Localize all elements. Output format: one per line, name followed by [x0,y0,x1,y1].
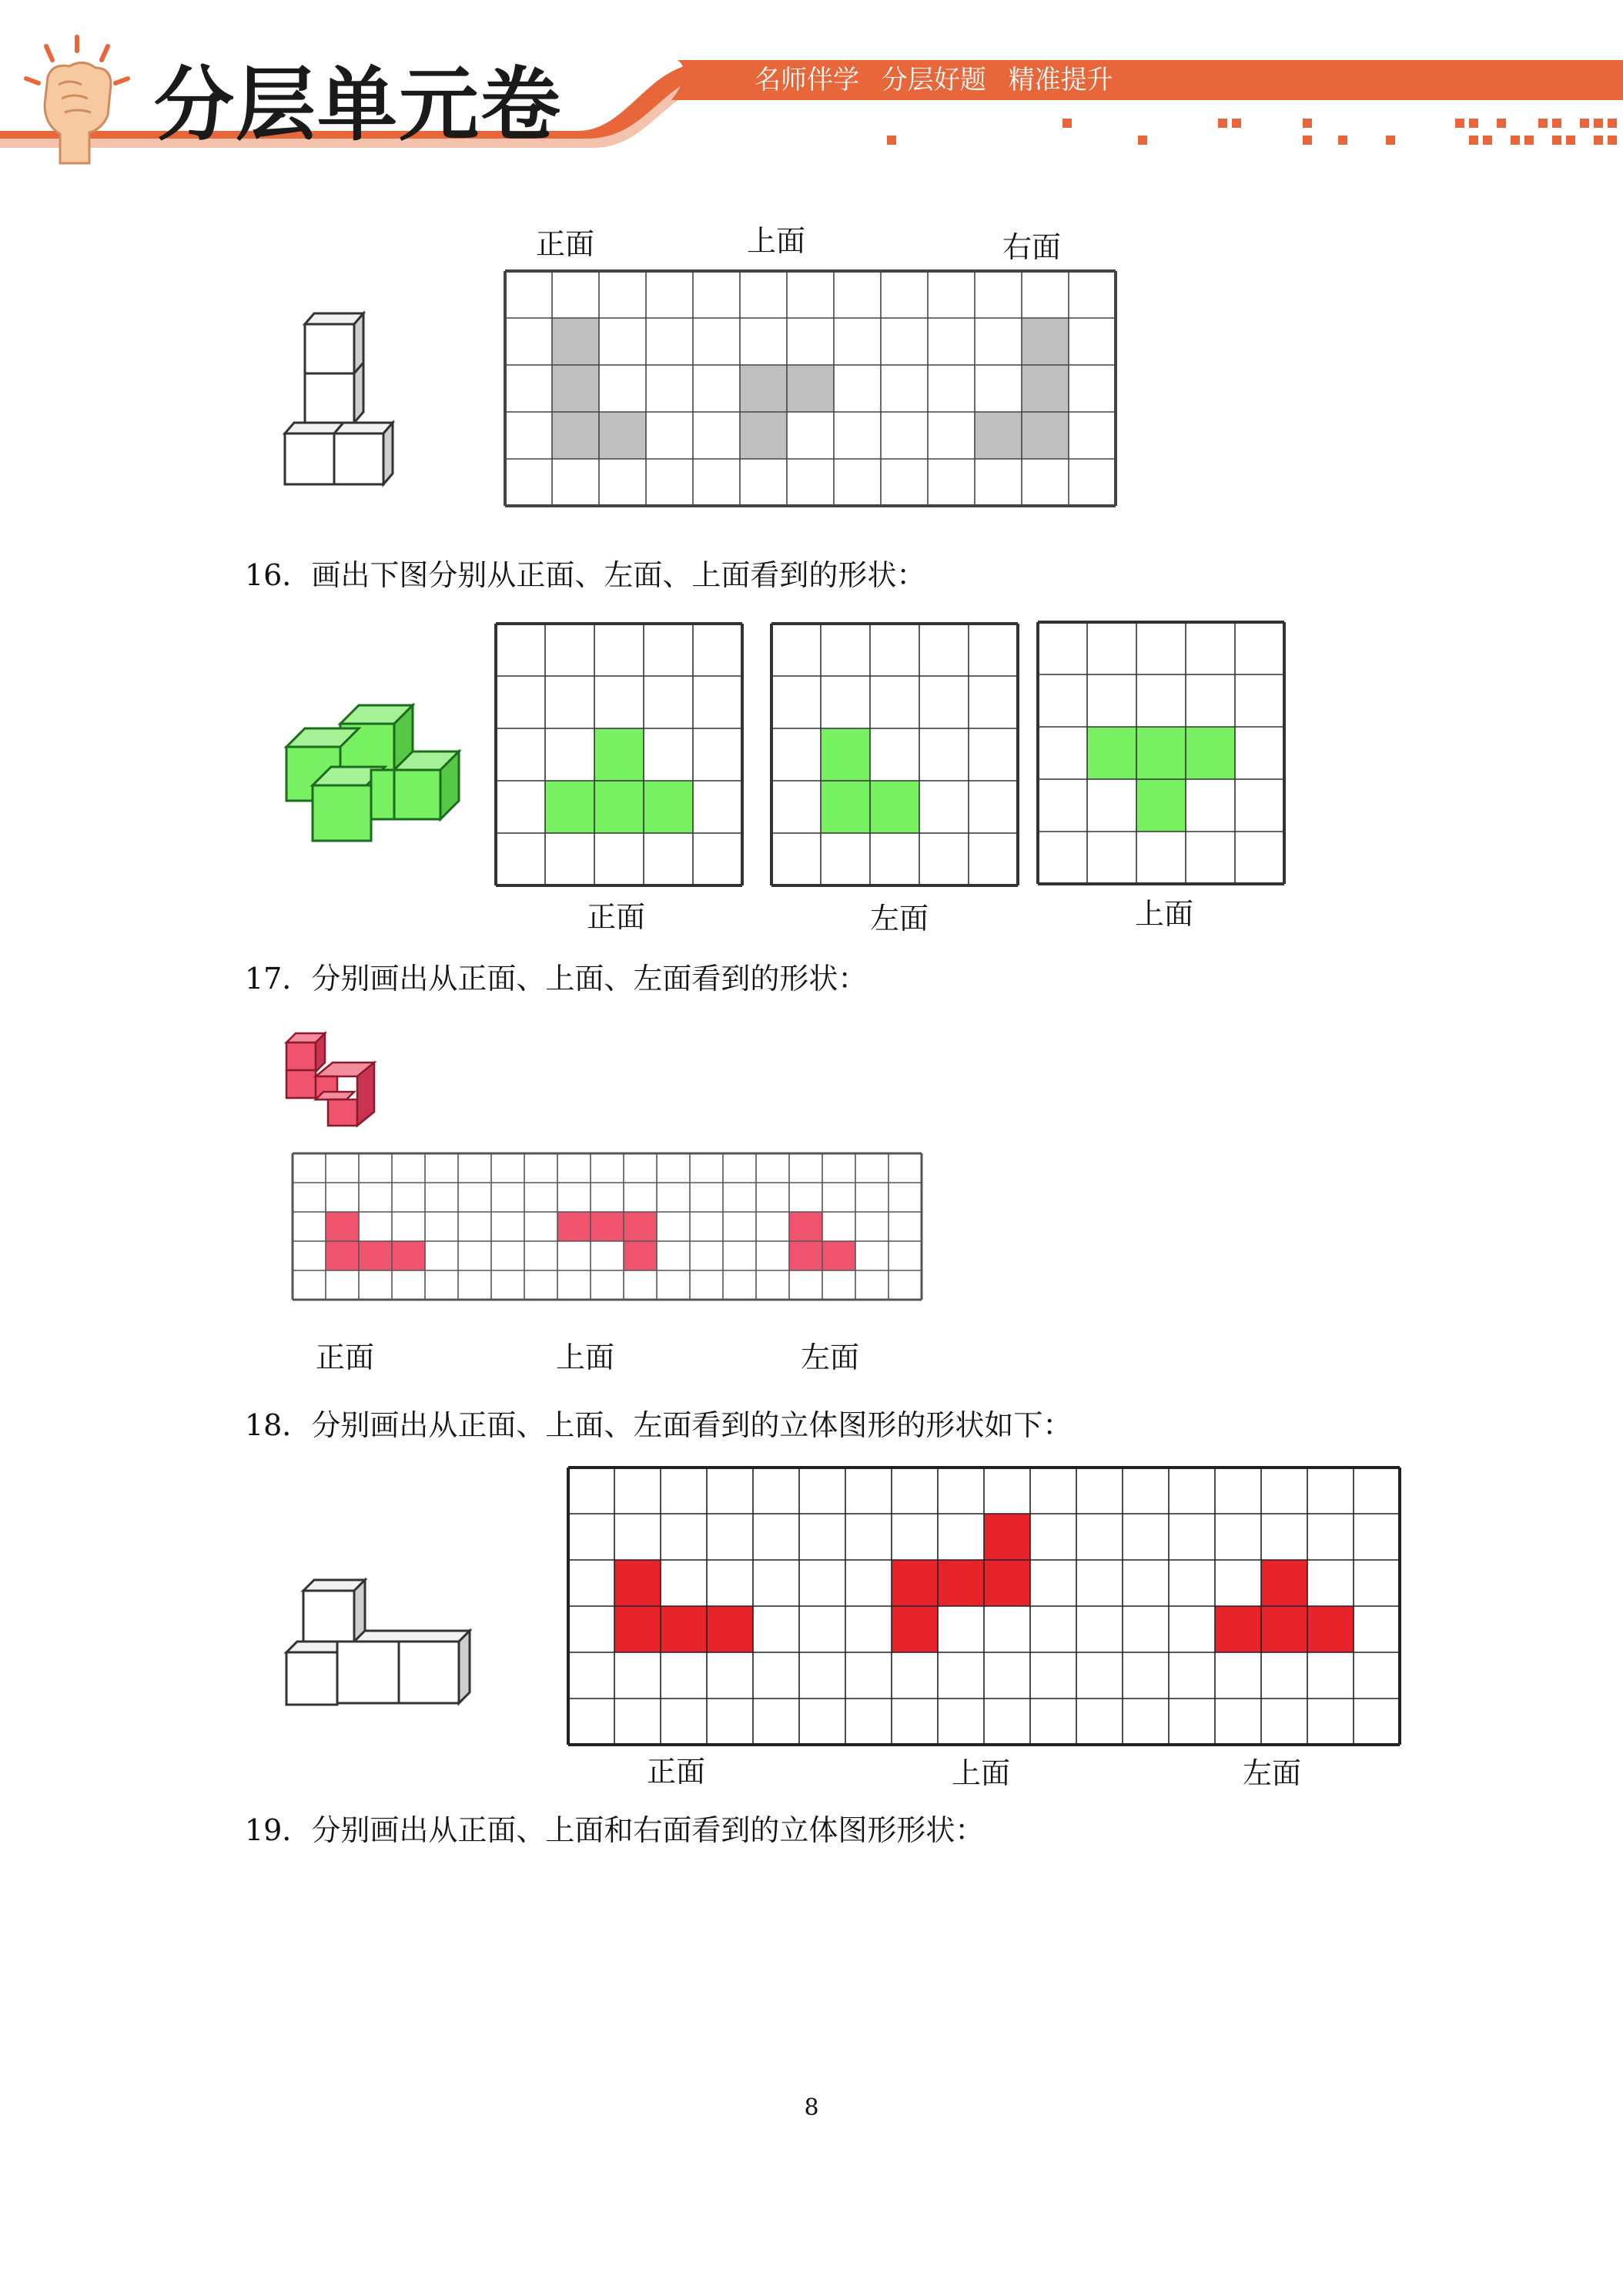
q18-label-left: 左面 [1243,1756,1302,1790]
fist-icon [15,31,139,169]
question-17-text: 17．分别画出从正面、上面、左面看到的形状： [245,962,868,996]
filled-cell [326,1241,359,1270]
q16-front-grid [494,622,744,887]
filled-cell [591,1212,624,1241]
filled-cell [359,1241,392,1270]
filled-cell [1022,365,1069,412]
decorative-squares [887,119,1617,145]
filled-cell [644,781,693,833]
filled-cell [614,1606,661,1652]
q18-label-front: 正面 [647,1755,706,1789]
q18-label-top: 上面 [952,1756,1011,1790]
q16-label-left: 左面 [870,902,929,935]
brand-title: 分层单元卷 [154,58,563,152]
question-16-text: 16．画出下图分别从正面、左面、上面看到的形状： [245,558,926,592]
q18-cube-figure [286,1577,494,1715]
filled-cell [870,781,919,833]
filled-cell [594,781,644,833]
filled-cell [787,365,834,412]
filled-cell [1136,779,1186,832]
filled-cell [1186,727,1235,779]
filled-cell [892,1606,938,1652]
filled-cell [392,1241,425,1270]
q15-label-front: 正面 [536,227,595,261]
q16-label-top: 上面 [1135,897,1194,931]
filled-cell [938,1560,984,1606]
filled-cell [552,365,599,412]
q17-label-left: 左面 [801,1340,860,1374]
q15-label-top: 上面 [747,224,806,258]
q16-top-grid [1036,621,1286,885]
filled-cell [707,1606,753,1652]
filled-cell [1022,412,1069,459]
q17-view-grid [291,1152,923,1301]
question-19-text: 19．分别画出从正面、上面和右面看到的立体图形形状： [245,1813,985,1847]
slogan: 名师伴学 分层好题 精准提升 [755,65,1113,95]
q17-label-top: 上面 [556,1340,615,1374]
filled-cell [552,318,599,365]
filled-cell [1261,1560,1307,1606]
filled-cell [661,1606,707,1652]
q17-label-front: 正面 [316,1340,375,1374]
filled-cell [599,412,646,459]
q16-left-grid [770,622,1019,887]
filled-cell [1215,1606,1261,1652]
filled-cell [892,1560,938,1606]
q15-label-right: 右面 [1002,230,1062,264]
filled-cell [614,1560,661,1606]
filled-cell [1307,1606,1354,1652]
filled-cell [740,412,787,459]
filled-cell [821,781,870,833]
filled-cell [1087,727,1136,779]
q18-view-grid [567,1466,1401,1746]
filled-cell [975,412,1022,459]
filled-cell [1022,318,1069,365]
filled-cell [789,1212,822,1241]
filled-cell [552,412,599,459]
filled-cell [822,1241,855,1270]
q15-view-grid [504,269,1117,507]
filled-cell [789,1241,822,1270]
filled-cell [545,781,594,833]
filled-cell [1136,727,1186,779]
filled-cell [624,1212,657,1241]
filled-cell [557,1212,591,1241]
filled-cell [594,728,644,781]
filled-cell [821,728,870,781]
page-number: 8 [804,2094,819,2121]
filled-cell [1261,1606,1307,1652]
question-18-text: 18．分别画出从正面、上面、左面看到的立体图形的形状如下： [245,1408,1073,1442]
q16-label-front: 正面 [587,900,646,934]
filled-cell [740,365,787,412]
filled-cell [984,1560,1030,1606]
filled-cell [326,1212,359,1241]
filled-cell [624,1241,657,1270]
filled-cell [984,1514,1030,1560]
q17-cube-figure [285,1029,408,1129]
q16-cube-figure [286,701,463,847]
q15-cube-figure [285,304,431,497]
